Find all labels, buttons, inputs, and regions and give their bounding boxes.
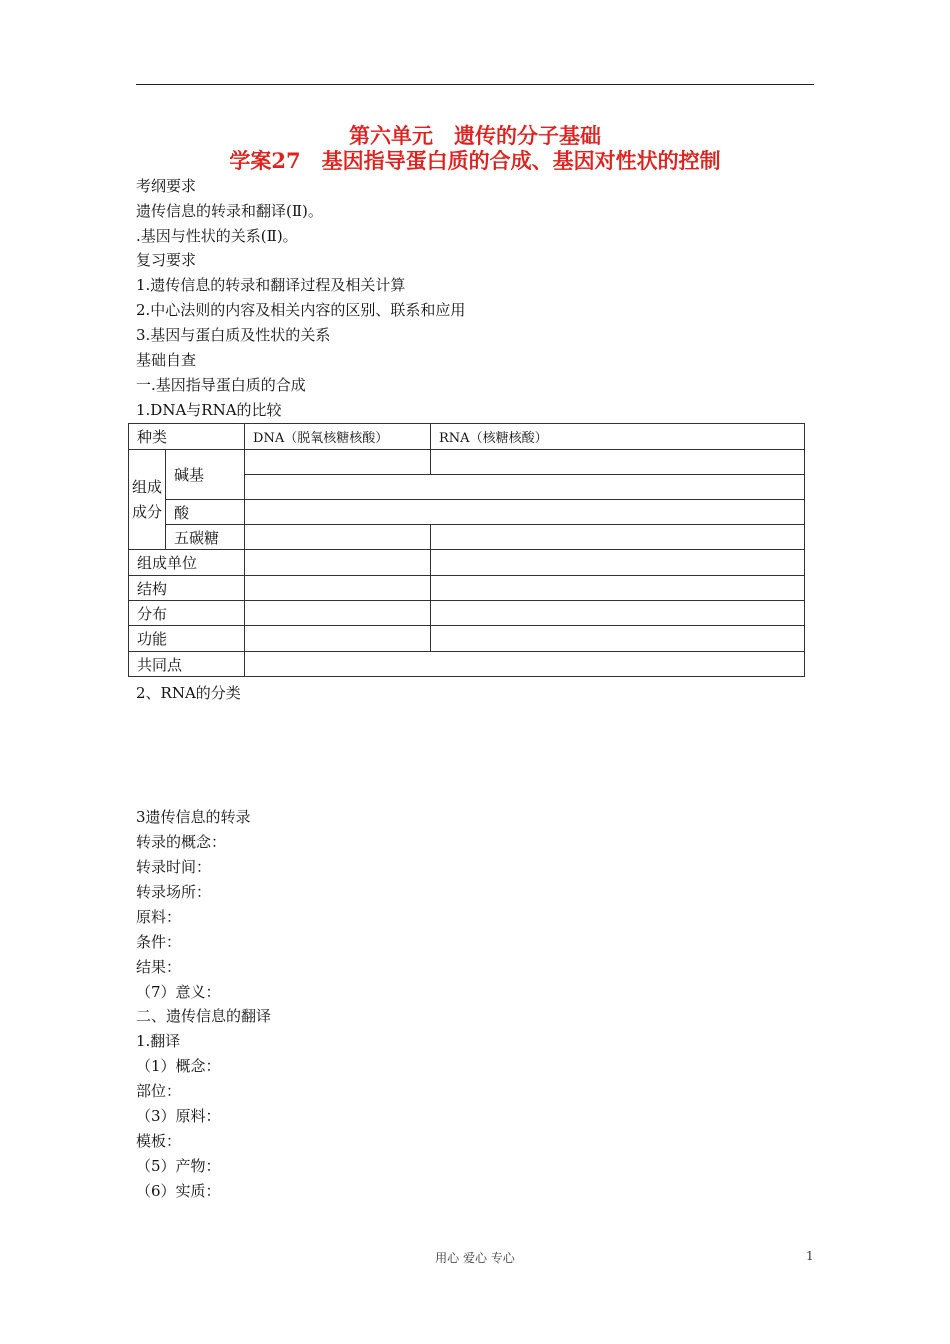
cell-blank [245,601,431,626]
text-line: （7）意义： [136,983,221,1001]
cell-blank [245,500,805,525]
text-line: 2.中心法则的内容及相关内容的区别、联系和应用 [136,301,466,319]
text-line: 1.翻译 [136,1032,181,1050]
text-line: 转录场所： [136,883,212,901]
text-line: 复习要求 [136,251,197,269]
cell-blank [431,626,805,652]
text-line: 一.基因指导蛋白质的合成 [136,376,306,394]
acid-label: 酸 [166,500,245,525]
text-line: 1.遗传信息的转录和翻译过程及相关计算 [136,276,406,294]
text-line: 结果： [136,958,182,976]
text-line: 条件： [136,933,182,951]
text-line: （6）实质： [136,1182,221,1200]
row-label: 结构 [129,576,245,601]
text-line: （5）产物： [136,1157,221,1175]
cell-blank [245,626,431,652]
cell-blank [245,576,431,601]
text-line: 模板： [136,1132,182,1150]
cell-blank [431,450,805,475]
cell-blank [245,475,805,500]
cell-blank [245,525,431,550]
text-line: 二、遗传信息的翻译 [136,1007,272,1025]
text-line: 遗传信息的转录和翻译(Ⅱ)。 [136,202,323,220]
header-type: 种类 [129,424,245,450]
text-line: 考纲要求 [136,177,197,195]
row-label: 功能 [129,626,245,652]
row-label: 分布 [129,601,245,626]
cell-blank [245,450,431,475]
header-rna: RNA（核糖核酸） [431,424,805,450]
base-label: 碱基 [166,450,245,500]
text-line: .基因与性状的关系(Ⅱ)。 [136,227,298,245]
text-line: 部位： [136,1082,182,1100]
cell-blank [431,550,805,576]
sugar-label: 五碳糖 [166,525,245,550]
text-line: （3）原料： [136,1107,221,1125]
cell-blank [431,525,805,550]
cell-blank [245,652,805,677]
page-number: 1 [806,1249,814,1263]
common-label: 共同点 [129,652,245,677]
composition-label: 组成成分 [129,450,166,550]
text-line: 转录时间： [136,858,212,876]
row-label: 组成单位 [129,550,245,576]
unit-title: 第六单元 遗传的分子基础 [349,123,601,148]
text-line: 1.DNA与RNA的比较 [136,401,282,419]
text-line: （1）概念： [136,1057,221,1075]
lesson-title: 学案27 基因指导蛋白质的合成、基因对性状的控制 [229,148,721,173]
header-rule [136,84,814,85]
rna-classification-heading: 2、RNA的分类 [136,684,241,702]
text-line: 3遗传信息的转录 [136,808,251,826]
footer-motto: 用心 爱心 专心 [435,1251,515,1265]
header-dna: DNA（脱氧核糖核酸） [245,424,431,450]
dna-rna-comparison-table [128,423,805,677]
text-line: 原料： [136,908,182,926]
text-line: 3.基因与蛋白质及性状的关系 [136,326,331,344]
cell-blank [431,601,805,626]
text-line: 基础自查 [136,351,197,369]
text-line: 转录的概念： [136,833,227,851]
cell-blank [245,550,431,576]
cell-blank [431,576,805,601]
